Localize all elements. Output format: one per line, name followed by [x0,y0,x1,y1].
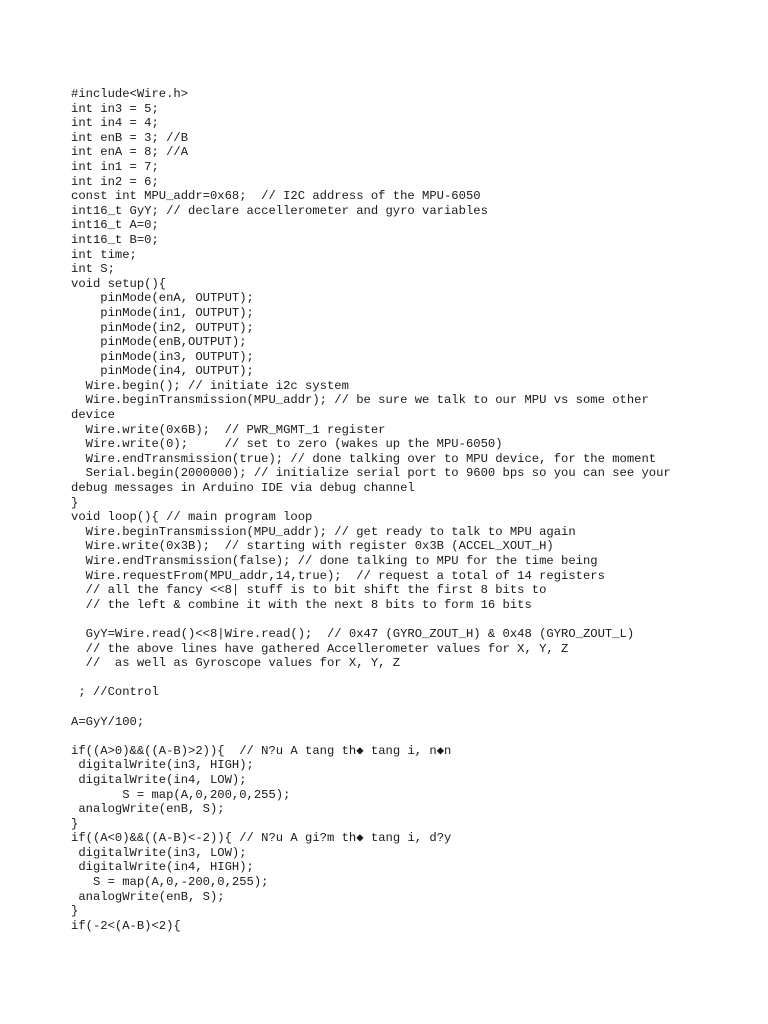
code-line [71,700,711,715]
code-line: int in4 = 4; [71,116,159,131]
code-line: void loop(){ // main program loop [71,510,313,525]
code-line: device [71,408,115,423]
code-line [71,671,711,686]
code-line: ; //Control [71,685,159,700]
code-line: digitalWrite(in4, LOW); [71,772,247,787]
code-line: int S; [71,262,115,277]
code-line: Wire.beginTransmission(MPU_addr); // be sure we talk to our MPU vs some other [71,393,649,408]
code-line: pinMode(enB,OUTPUT); [71,335,247,350]
code-line: int in1 = 7; [71,159,159,174]
code-line: Wire.endTransmission(false); // done talking to MPU for the time being [71,554,598,568]
code-line: pinMode(in1, OUTPUT); [71,305,254,320]
code-line: digitalWrite(in3, LOW); [71,845,247,860]
code-line: if((A<0)&&((A-B)<-2)){ // N?u A gi?m th◆ tang i, d?y [71,831,452,846]
code-line: int enA = 8; //A [71,145,189,160]
code-line: A=GyY/100; [71,714,145,729]
code-line: if(-2<(A-B)<2){ [71,918,181,933]
code-line: Serial.begin(2000000); // initialize serial port to 9600 bps so you can see your [71,466,671,481]
code-line: digitalWrite(in3, HIGH); [71,758,254,773]
code-line: Wire.write(0); // set to zero (wakes up the MPU-6050) [71,437,503,452]
code-line: Wire.requestFrom(MPU_addr,14,true); // request a total of 14 registers [71,568,605,583]
code-line: // all the fancy <<8| stuff is to bit shift the first 8 bits to [71,583,547,598]
code-line: Wire.write(0x6B); // PWR_MGMT_1 register [71,422,386,437]
code-listing [71,87,711,933]
code-line: #include<Wire.h> [71,87,189,101]
code-line: pinMode(enA, OUTPUT); [71,291,254,306]
code-line: int in3 = 5; [71,101,159,116]
code-line [71,612,711,627]
code-line: pinMode(in3, OUTPUT); [71,349,254,364]
code-line: S = map(A,0,-200,0,255); [71,875,269,890]
code-line: GyY=Wire.read()<<8|Wire.read(); // 0x47 (GYRO_ZOUT_H) & 0x48 (GYRO_ZOUT_L) [71,626,635,641]
code-line: Wire.endTransmission(true); // done talking over to MPU device, for the moment [71,451,657,466]
code-line: debug messages in Arduino IDE via debug channel [71,481,415,496]
code-line: Wire.beginTransmission(MPU_addr); // get ready to talk to MPU again [71,524,576,539]
code-line: analogWrite(enB, S); [71,889,225,904]
code-line: if((A>0)&&((A-B)>2)){ // N?u A tang th◆ tang i, n◆n [71,743,452,758]
code-line: const int MPU_addr=0x68; // I2C address of the MPU-6050 [71,189,481,204]
code-line: void setup(){ [71,276,167,291]
code-line: } [71,495,79,510]
code-line: int16_t B=0; [71,232,159,247]
code-line: pinMode(in2, OUTPUT); [71,320,254,335]
code-line: int enB = 3; //B [71,130,189,145]
code-line: Wire.begin(); // initiate i2c system [71,378,349,393]
code-line: // the above lines have gathered Accellerometer values for X, Y, Z [71,641,569,656]
code-line: } [71,816,79,831]
code-line: int in2 = 6; [71,174,159,189]
code-line: int time; [71,247,137,262]
code-line [71,729,711,744]
code-line: } [71,904,79,919]
code-line: digitalWrite(in4, HIGH); [71,860,254,875]
code-line: pinMode(in4, OUTPUT); [71,364,254,379]
code-line: // the left & combine it with the next 8 bits to form 16 bits [71,597,532,612]
code-line: int16_t GyY; // declare accellerometer and gyro variables [71,203,488,218]
code-line: S = map(A,0,200,0,255); [71,787,291,802]
code-line: // as well as Gyroscope values for X, Y, Z [71,656,401,671]
code-line: int16_t A=0; [71,218,159,233]
code-line: analogWrite(enB, S); [71,802,225,817]
code-line: Wire.write(0x3B); // starting with register 0x3B (ACCEL_XOUT_H) [71,539,554,554]
